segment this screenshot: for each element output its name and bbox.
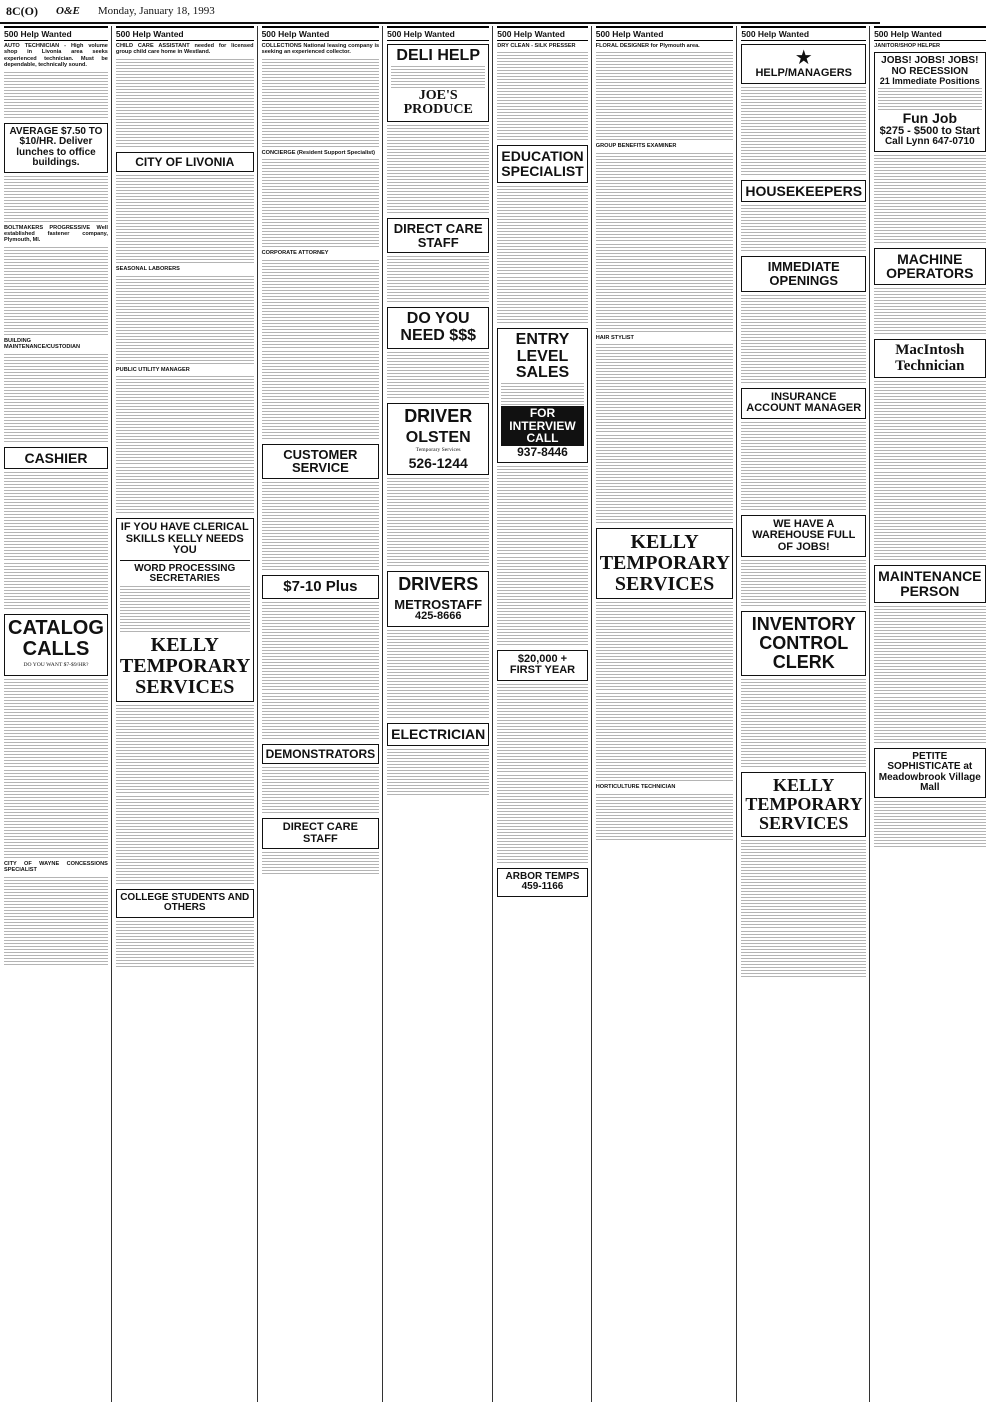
help-managers-ad: ★ HELP/MANAGERS xyxy=(741,44,866,84)
immediate-openings-ad: IMMEDIATE OPENINGS xyxy=(741,256,866,291)
column-4: 500 Help Wanted DELI HELP JOE'S PRODUCE DIRECT CARE STAFF DO YOU NEED $$$ DRIVER OLSTEN Temporary Services 526-1244 DRIVERS METROSTAFF 425-8666 ELECTRICIAN xyxy=(387,26,493,1402)
column-3: 500 Help Wanted COLLECTIONS National leasing company is seeking an experienced collector. CONCIERGE (Resident Support Specialist) CORPORATE ATTORNEY CUSTOMER SERVICE $7-10 Plus DEMONSTRATORS DIRECT CARE STAFF xyxy=(262,26,384,1402)
ad: AUTO TECHNICIAN - High volume shop in Livonia area seeks experienced technician. Must be dependable, technically sound. xyxy=(4,43,108,69)
pay-ad: $7-10 Plus xyxy=(262,575,380,599)
petite-ad: PETITE SOPHISTICATE at Meadowbrook Village Mall xyxy=(874,748,985,798)
star-icon: ★ xyxy=(794,47,813,69)
housekeepers-ad: HOUSEKEEPERS xyxy=(741,180,866,203)
macintosh-ad: MacIntosh Technician xyxy=(874,339,985,379)
education-ad: EDUCATION SPECIALIST xyxy=(497,145,587,182)
column-2: 500 Help Wanted CHILD CARE ASSISTANT needed for licensed group child care home in Westland. CITY OF LIVONIA SEASONAL LABORERS PUBLIC UTILITY MANAGER IF YOU HAVE CLERICAL SKILLS KELLY NEEDS YOU WORD PROCESSING SECRETARIES KELLY TEMPORARY SERVICES COLLEGE STUDENTS AND OTHERS xyxy=(116,26,258,1402)
demonstrators-ad: DEMONSTRATORS xyxy=(262,744,380,765)
city-livonia-ad: CITY OF LIVONIA xyxy=(116,152,254,173)
machine-operators-ad: MACHINE OPERATORS xyxy=(874,248,985,285)
kelly-ad-3: KELLY TEMPORARY SERVICES xyxy=(741,772,866,837)
drivers-ad: DRIVERS METROSTAFF 425-8666 xyxy=(387,571,489,627)
jobs-ad: JOBS! JOBS! JOBS! NO RECESSION 21 Immediate Positions Fun Job $275 - $500 to Start Call Lynn 647-0710 xyxy=(874,52,985,151)
maintenance-ad: MAINTENANCE PERSON xyxy=(874,565,985,602)
warehouse-jobs-ad: WE HAVE A WAREHOUSE FULL OF JOBS! xyxy=(741,515,866,558)
inventory-ad: INVENTORY CONTROL CLERK xyxy=(741,611,866,676)
customer-service-ad: CUSTOMER SERVICE xyxy=(262,444,380,479)
deli-help-ad: DELI HELP JOE'S PRODUCE xyxy=(387,44,489,122)
kelly-ad-2: KELLY TEMPORARY SERVICES xyxy=(596,528,734,599)
kelly-clerical-ad: IF YOU HAVE CLERICAL SKILLS KELLY NEEDS YOU WORD PROCESSING SECRETARIES KELLY TEMPORARY SERVICES xyxy=(116,518,254,702)
electrician-ad: ELECTRICIAN xyxy=(387,723,489,746)
column-7: 500 Help Wanted ★ HELP/MANAGERS HOUSEKEEPERS IMMEDIATE OPENINGS INSURANCE ACCOUNT MANAGER WE HAVE A WAREHOUSE FULL OF JOBS! INVENTORY CONTROL CLERK KELLY TEMPORARY SERVICES xyxy=(741,26,870,1402)
do-you-need-ad: DO YOU NEED $$$ xyxy=(387,307,489,349)
publication-name: O&E xyxy=(56,5,80,17)
column-8: 500 Help Wanted JANITOR/SHOP HELPER JOBS! JOBS! JOBS! NO RECESSION 21 Immediate Positions Fun Job $275 - $500 to Start Call Lynn 647-0710 MACHINE OPERATORS MacIntosh Technician MAINTENANCE PERSON PETITE SOPHISTICATE at Meadowbrook Village Mall xyxy=(874,26,988,1402)
entry-level-ad: ENTRY LEVEL SALES FOR INTERVIEW CALL 937-8446 xyxy=(497,328,587,463)
ad-body-text xyxy=(4,72,108,120)
cashier-display-ad: CASHIER xyxy=(4,447,108,470)
page-number: 8C(O) xyxy=(6,3,38,18)
catalog-display-ad: CATALOG CALLS DO YOU WANT $7-$9/HR? xyxy=(4,614,108,675)
column-5: 500 Help Wanted DRY CLEAN - SILK PRESSER EDUCATION SPECIALIST ENTRY LEVEL SALES FOR INTERVIEW CALL 937-8446 $20,000 + FIRST YEAR ARBOR TEMPS 459-1166 xyxy=(497,26,591,1402)
column-6: 500 Help Wanted FLORAL DESIGNER for Plymouth area. GROUP BENEFITS EXAMINER HAIR STYLIST KELLY TEMPORARY SERVICES HORTICULTURE TECHNICIAN xyxy=(596,26,738,1402)
section-header: 500 Help Wanted xyxy=(4,26,108,41)
driver-ad: DRIVER OLSTEN Temporary Services 526-1244 xyxy=(387,403,489,475)
classifieds-page xyxy=(0,24,982,1404)
ad-box: AVERAGE $7.50 TO $10/HR. Deliver lunches to office buildings. xyxy=(4,123,108,173)
issue-date: Monday, January 18, 1993 xyxy=(97,5,215,17)
column-1: 500 Help Wanted AUTO TECHNICIAN - High volume shop in Livonia area seeks experienced technician. Must be dependable, technically sound. AVERAGE $7.50 TO $10/HR. Deliver lunches to office buildings. BOLTMAKERS PROGRESSIVE Well established fastener company, Plymouth, MI. BUILDING MAINTENANCE/CUSTODIAN CASHIER CATALOG CALLS DO YOU WANT $7-$9/HR? CITY OF WAYNE CONCESSIONS SPECIALIST xyxy=(4,26,112,1402)
arbor-temps-ad: ARBOR TEMPS 459-1166 xyxy=(497,868,587,897)
first-year-ad: $20,000 + FIRST YEAR xyxy=(497,650,587,681)
insurance-ad: INSURANCE ACCOUNT MANAGER xyxy=(741,388,866,419)
masthead xyxy=(0,0,880,24)
